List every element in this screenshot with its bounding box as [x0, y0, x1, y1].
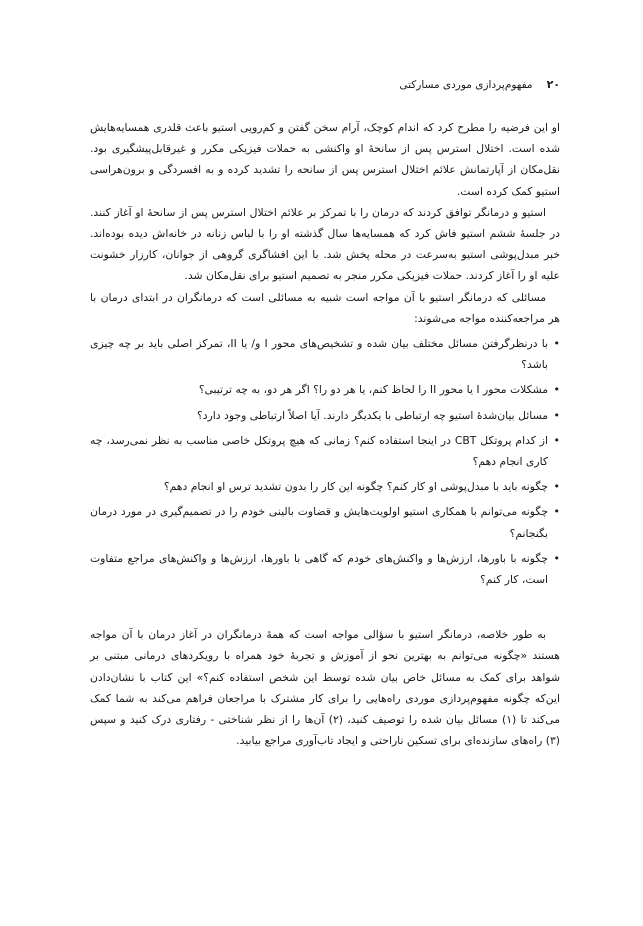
list-item: • چگونه باید با مبدل‌پوشی او کار کنم؟ چگونه این کار را بدون تشدید ترس او انجام دهم؟	[90, 476, 560, 497]
page-header	[90, 78, 560, 91]
list-item: • چگونه می‌توانم با همکاری استیو اولویت‌هایش و قضاوت بالینی خودم را در تصمیم‌گیری در مورد درمان بگنجانم؟	[90, 501, 560, 543]
list-item: • مسائل بیان‌شدهٔ استیو چه ارتباطی با یکدیگر دارند. آیا اصلاً ارتباطی وجود دارد؟	[90, 405, 560, 426]
page-number: ۲۰	[546, 78, 560, 91]
paragraph-issues-intro: مسائلی که درمانگر استیو با آن مواجه است شبیه به مسائلی است که درمانگران در ابتدای درمان با هر مراجعه‌کننده مواجه می‌شوند:	[90, 290, 560, 325]
list-item: • از کدام پروتکل CBT در اینجا استفاده کنم؟ زمانی که هیچ پروتکل خاصی مناسب به نظر نمی‌رسد، چه کاری انجام دهم؟	[90, 430, 560, 472]
question-list	[90, 333, 560, 590]
list-item: • با درنظرگرفتن مسائل مختلف بیان شده و تشخیص‌های محور I و/ یا II، تمرکز اصلی باید بر چه چیزی باشد؟	[90, 333, 560, 375]
list-item: • مشکلات محور I یا محور II را لحاظ کنم، یا هر دو را؟ اگر هر دو، به چه ترتیبی؟	[90, 379, 560, 400]
paragraph-hypothesis: او این فرضیه را مطرح کرد که اندام کوچک، آرام سخن گفتن و کم‌رویی استیو باعث قلدری همسایه‌هایش شده است. اختلال استرس پس از سانحهٔ او واکنشی به حملات فیزیکی مکرر و غیرقابل‌پیشگیری بود. نقل‌مکان از آپارتمانش علائم اختلال استرس پس از سانحه را تشدید کرده و به افسردگی و برون‌هراسی استیو کمک کرده است.	[90, 121, 560, 198]
book-page	[90, 78, 560, 751]
list-item: • چگونه با باورها، ارزش‌ها و واکنش‌های خودم که گاهی با باورها، ارزش‌ها و واکنش‌های مراجع متفاوت است، کار کنم؟	[90, 548, 560, 590]
running-title: مفهوم‌پردازی موردی مسارکتی	[399, 79, 533, 91]
paragraph-treatment-start: استیو و درمانگر توافق کردند که درمان را با تمرکز بر علائم اختلال استرس پس از سانحهٔ او آغاز کنند. در جلسهٔ ششم استیو فاش کرد که همسایه‌ها سال گذشته او را با لباس زنانه در خانه‌اش دیده بوده‌اند. خبر مبدل‌پوشی استیو به‌سرعت در محله پخش شد. با این افشاگری گروهی از جوانان، کارزار خشونت علیه او را آغاز کردند. حملات فیزیکی مکرر منجر به تصمیم استیو برای نقل‌مکان شد.	[90, 205, 560, 283]
paragraph-summary: به طور خلاصه، درمانگر استیو با سؤالی مواجه است که همهٔ درمانگران در آغاز درمان با آن مواجه هستند «چگونه می‌توانم به بهترین نحو از آموزش و تجربهٔ خود همراه با رویکردهای درمانی مبتنی بر شواهد برای کمک به مسائل خاص بیان شده توسط این شخص استفاده کنم؟» این کتاب با نشان‌دادن این‌که چگونه مفهوم‌پردازی موردی راه‌هایی را برای کار مشترک با مراجعان فراهم می‌کند به شما کمک می‌کند تا (۱) مسائل بیان شده را توصیف کنید، (۲) آن‌ها را از نظر شناختی - رفتاری درک کنید و سپس (۳) راه‌های سازنده‌ای برای تسکین ناراحتی و ایجاد تاب‌آوری مراجع بیابید.	[90, 628, 560, 748]
section-spacer	[90, 594, 560, 624]
